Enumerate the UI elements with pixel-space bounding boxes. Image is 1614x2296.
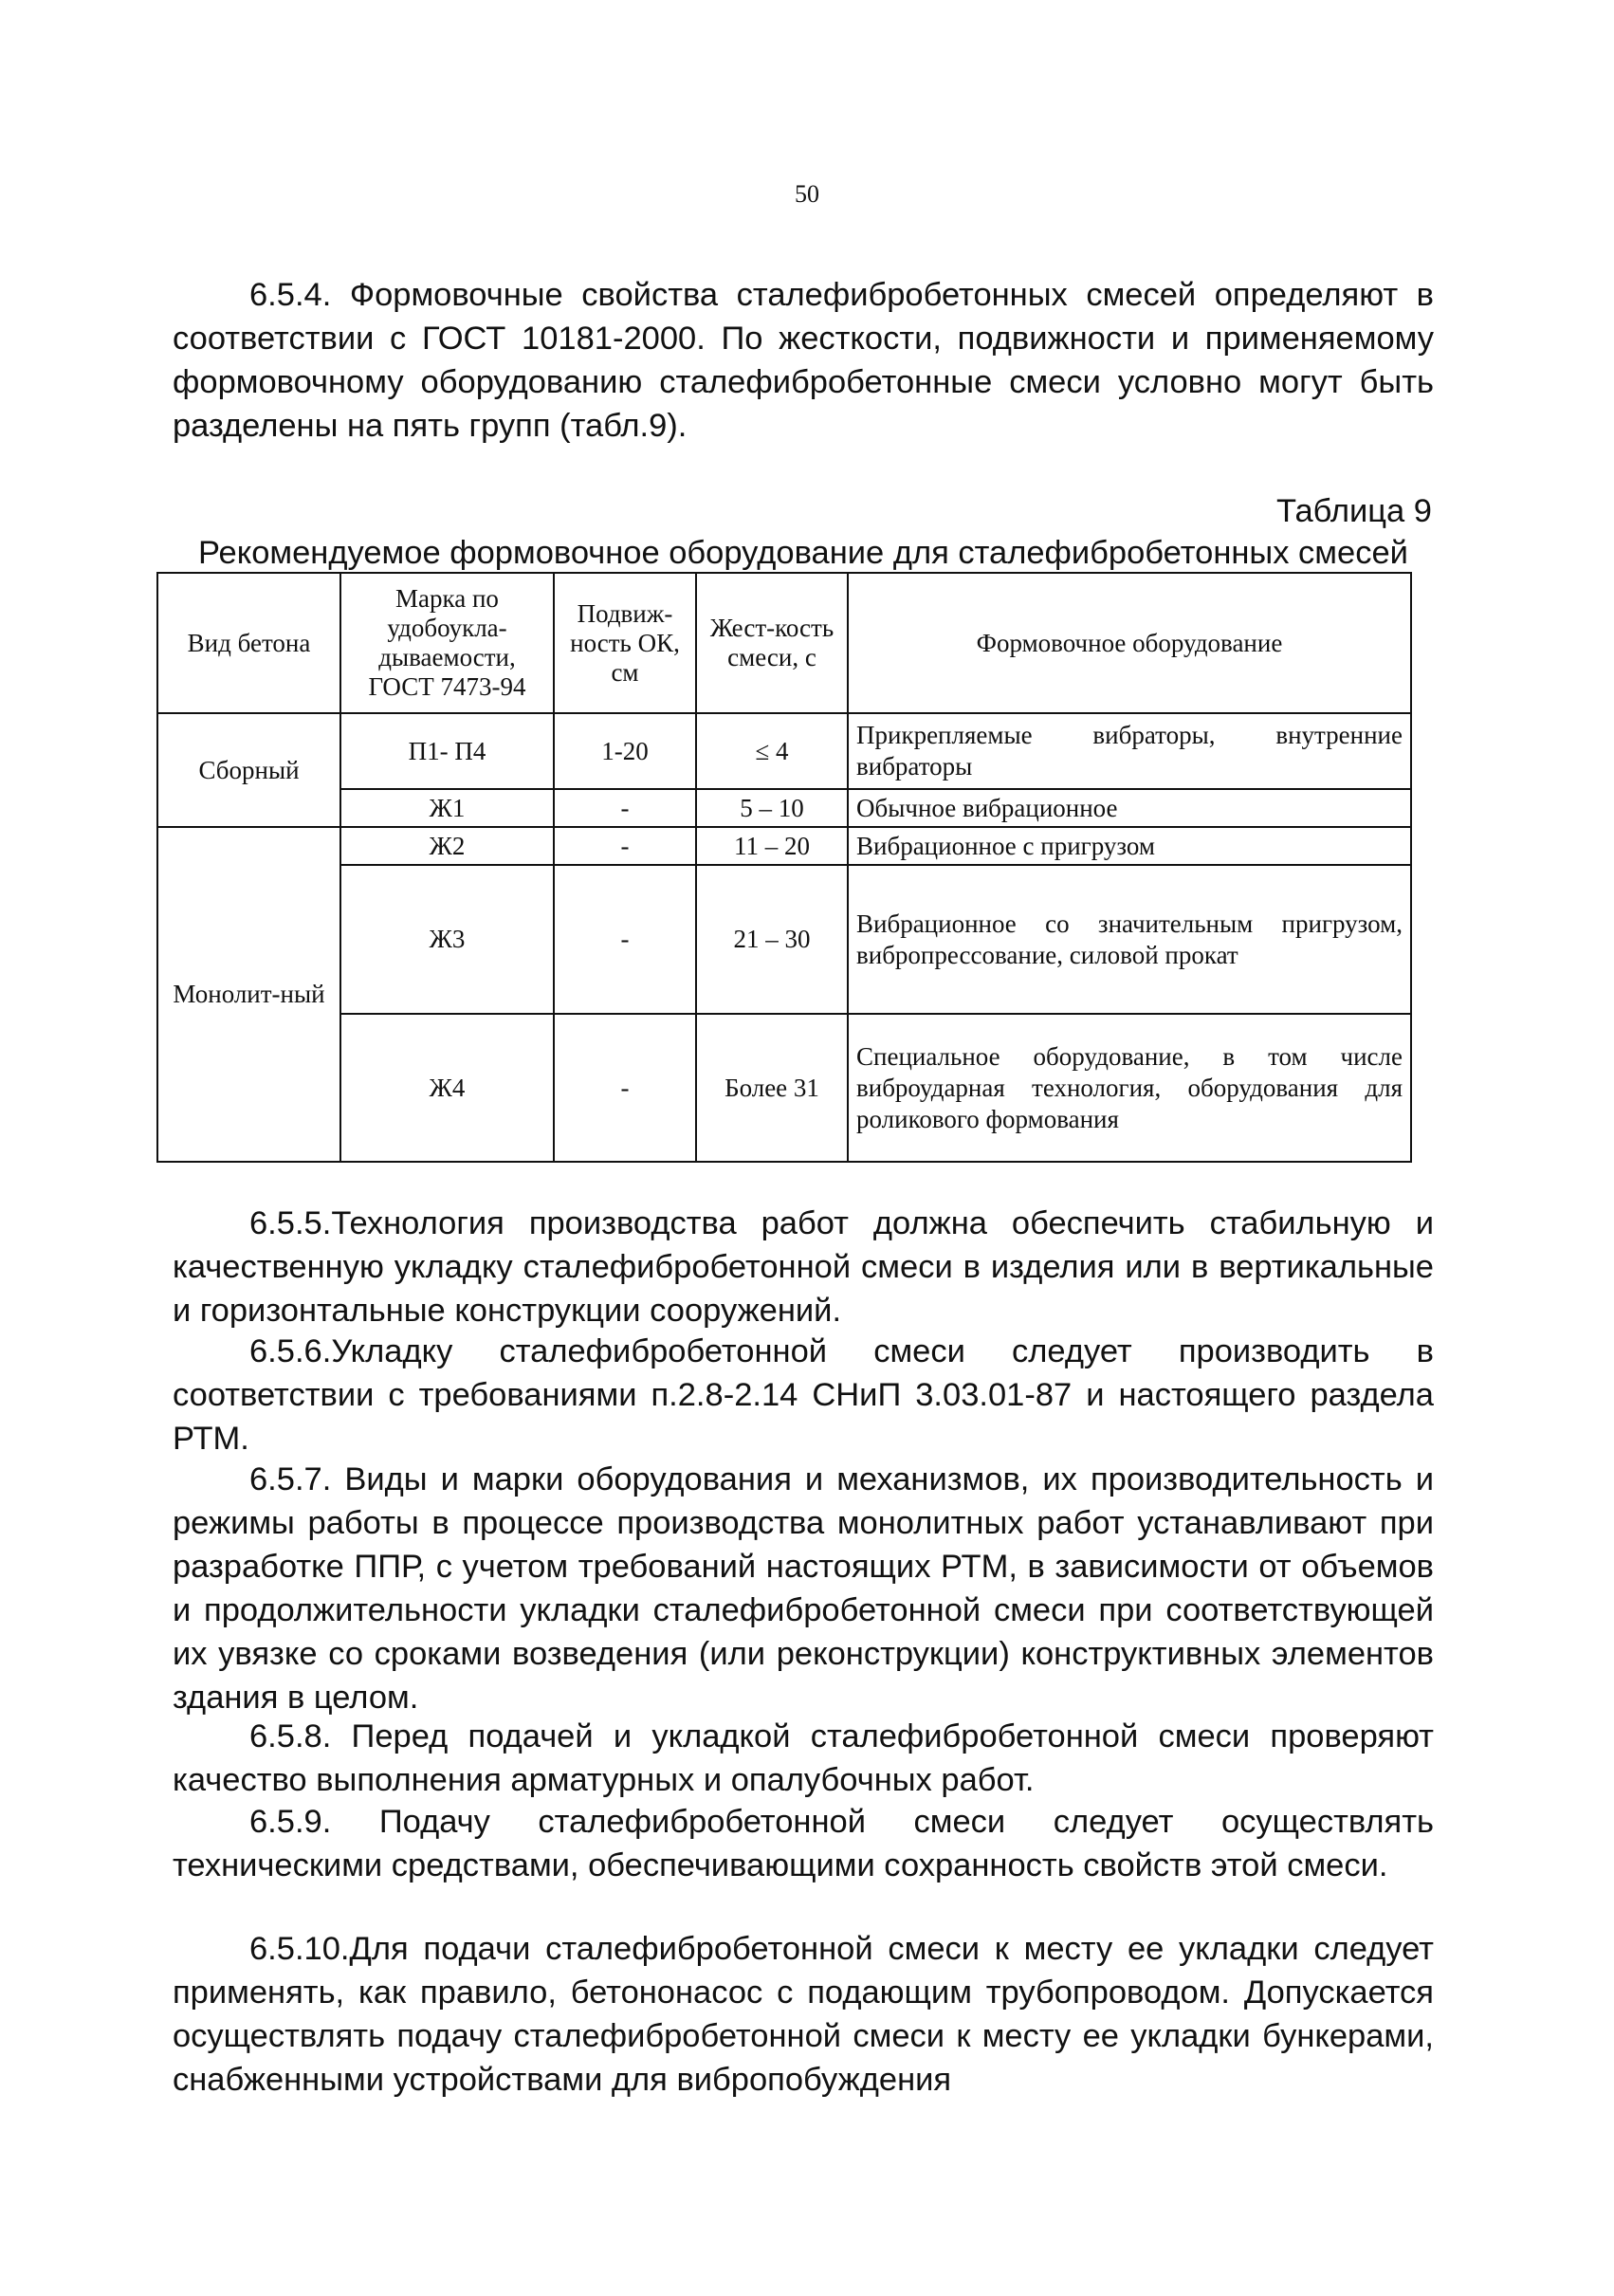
- paragraph-6-5-10: 6.5.10.Для подачи сталефибробетонной смеси к месту ее укладки следует применять, как правило, бетононасос с подающим трубопроводом. Допускается осуществлять подачу сталефибробетонной смеси к месту ее укладки бункерами, снабженными устройствами для вибропобуждения: [173, 1931, 1434, 2098]
- paragraph-6-5-8: 6.5.8. Перед подачей и укладкой сталефибробетонной смеси проверяют качество выполнения арматурных и опалубочных работ.: [173, 1718, 1434, 1798]
- group-monolithic: Монолит-ный: [157, 827, 340, 1162]
- cell-stiffness: 21 – 30: [696, 865, 848, 1014]
- cell-equipment: Обычное вибрационное: [848, 789, 1411, 827]
- group-precast: Сборный: [157, 713, 340, 827]
- cell-grade: Ж3: [340, 865, 554, 1014]
- table-row: [157, 713, 1411, 789]
- cell-mobility: 1-20: [554, 713, 696, 789]
- cell-stiffness: 5 – 10: [696, 789, 848, 827]
- table-row: [157, 789, 1411, 827]
- cell-stiffness: ≤ 4: [696, 713, 848, 789]
- table-row: [157, 865, 1411, 1014]
- cell-mobility: -: [554, 789, 696, 827]
- paragraph-6-5-4: 6.5.4. Формовочные свойства сталефибробетонных смесей определяют в соответствии с ГОСТ 10181-2000. По жесткости, подвижности и применяемому формовочному оборудованию сталефибробетонные смеси условно могут быть разделены на пять групп (табл.9).: [173, 277, 1434, 444]
- header-mobility: Подвиж-ность ОК, см: [554, 573, 696, 713]
- cell-grade: П1- П4: [340, 713, 554, 789]
- table-row: [157, 827, 1411, 865]
- table-number: Таблица 9: [1275, 493, 1432, 529]
- table-caption: Рекомендуемое формовочное оборудование для сталефибробетонных смесей: [198, 535, 1408, 571]
- paragraph-6-5-6: 6.5.6.Укладку сталефибробетонной смеси следует производить в соответствии с требованиями п.2.8-2.14 СНиП 3.03.01-87 и настоящего раздела РТМ.: [173, 1333, 1434, 1457]
- cell-grade: Ж1: [340, 789, 554, 827]
- header-stiffness: Жест-кость смеси, с: [696, 573, 848, 713]
- header-concrete-type: Вид бетона: [157, 573, 340, 713]
- cell-stiffness: Более 31: [696, 1014, 848, 1162]
- table-row: [157, 1014, 1411, 1162]
- cell-stiffness: 11 – 20: [696, 827, 848, 865]
- cell-equipment: Прикрепляемые вибраторы, внутренние вибраторы: [848, 713, 1411, 789]
- cell-mobility: -: [554, 865, 696, 1014]
- paragraph-6-5-7: 6.5.7. Виды и марки оборудования и механизмов, их производительность и режимы работы в процессе производства монолитных работ устанавливают при разработке ППР, с учетом требований настоящих РТМ, в зависимости от объемов и продолжительности укладки сталефибробетонной смеси при соответствующей их увязке со сроками возведения (или реконструкции) конструктивных элементов здания в целом.: [173, 1461, 1434, 1716]
- header-equipment: Формовочное оборудование: [848, 573, 1411, 713]
- cell-equipment: Специальное оборудование, в том числе виброударная технология, оборудования для роликового формования: [848, 1014, 1411, 1162]
- header-workability-grade: Марка по удобоукла-дываемости, ГОСТ 7473-94: [340, 573, 554, 713]
- cell-equipment: Вибрационное со значительным пригрузом, вибропрессование, силовой прокат: [848, 865, 1411, 1014]
- page-number: 50: [795, 180, 819, 208]
- cell-mobility: -: [554, 827, 696, 865]
- paragraph-6-5-5: 6.5.5.Технология производства работ должна обеспечить стабильную и качественную укладку сталефибробетонной смеси в изделия или в вертикальные и горизонтальные конструкции сооружений.: [173, 1205, 1434, 1329]
- cell-mobility: -: [554, 1014, 696, 1162]
- equipment-table: [156, 572, 1412, 1163]
- cell-equipment: Вибрационное с пригрузом: [848, 827, 1411, 865]
- paragraph-6-5-9: 6.5.9. Подачу сталефибробетонной смеси следует осуществлять техническими средствами, обеспечивающими сохранность свойств этой смеси.: [173, 1804, 1434, 1883]
- cell-grade: Ж2: [340, 827, 554, 865]
- cell-grade: Ж4: [340, 1014, 554, 1162]
- table-header-row: [157, 573, 1411, 713]
